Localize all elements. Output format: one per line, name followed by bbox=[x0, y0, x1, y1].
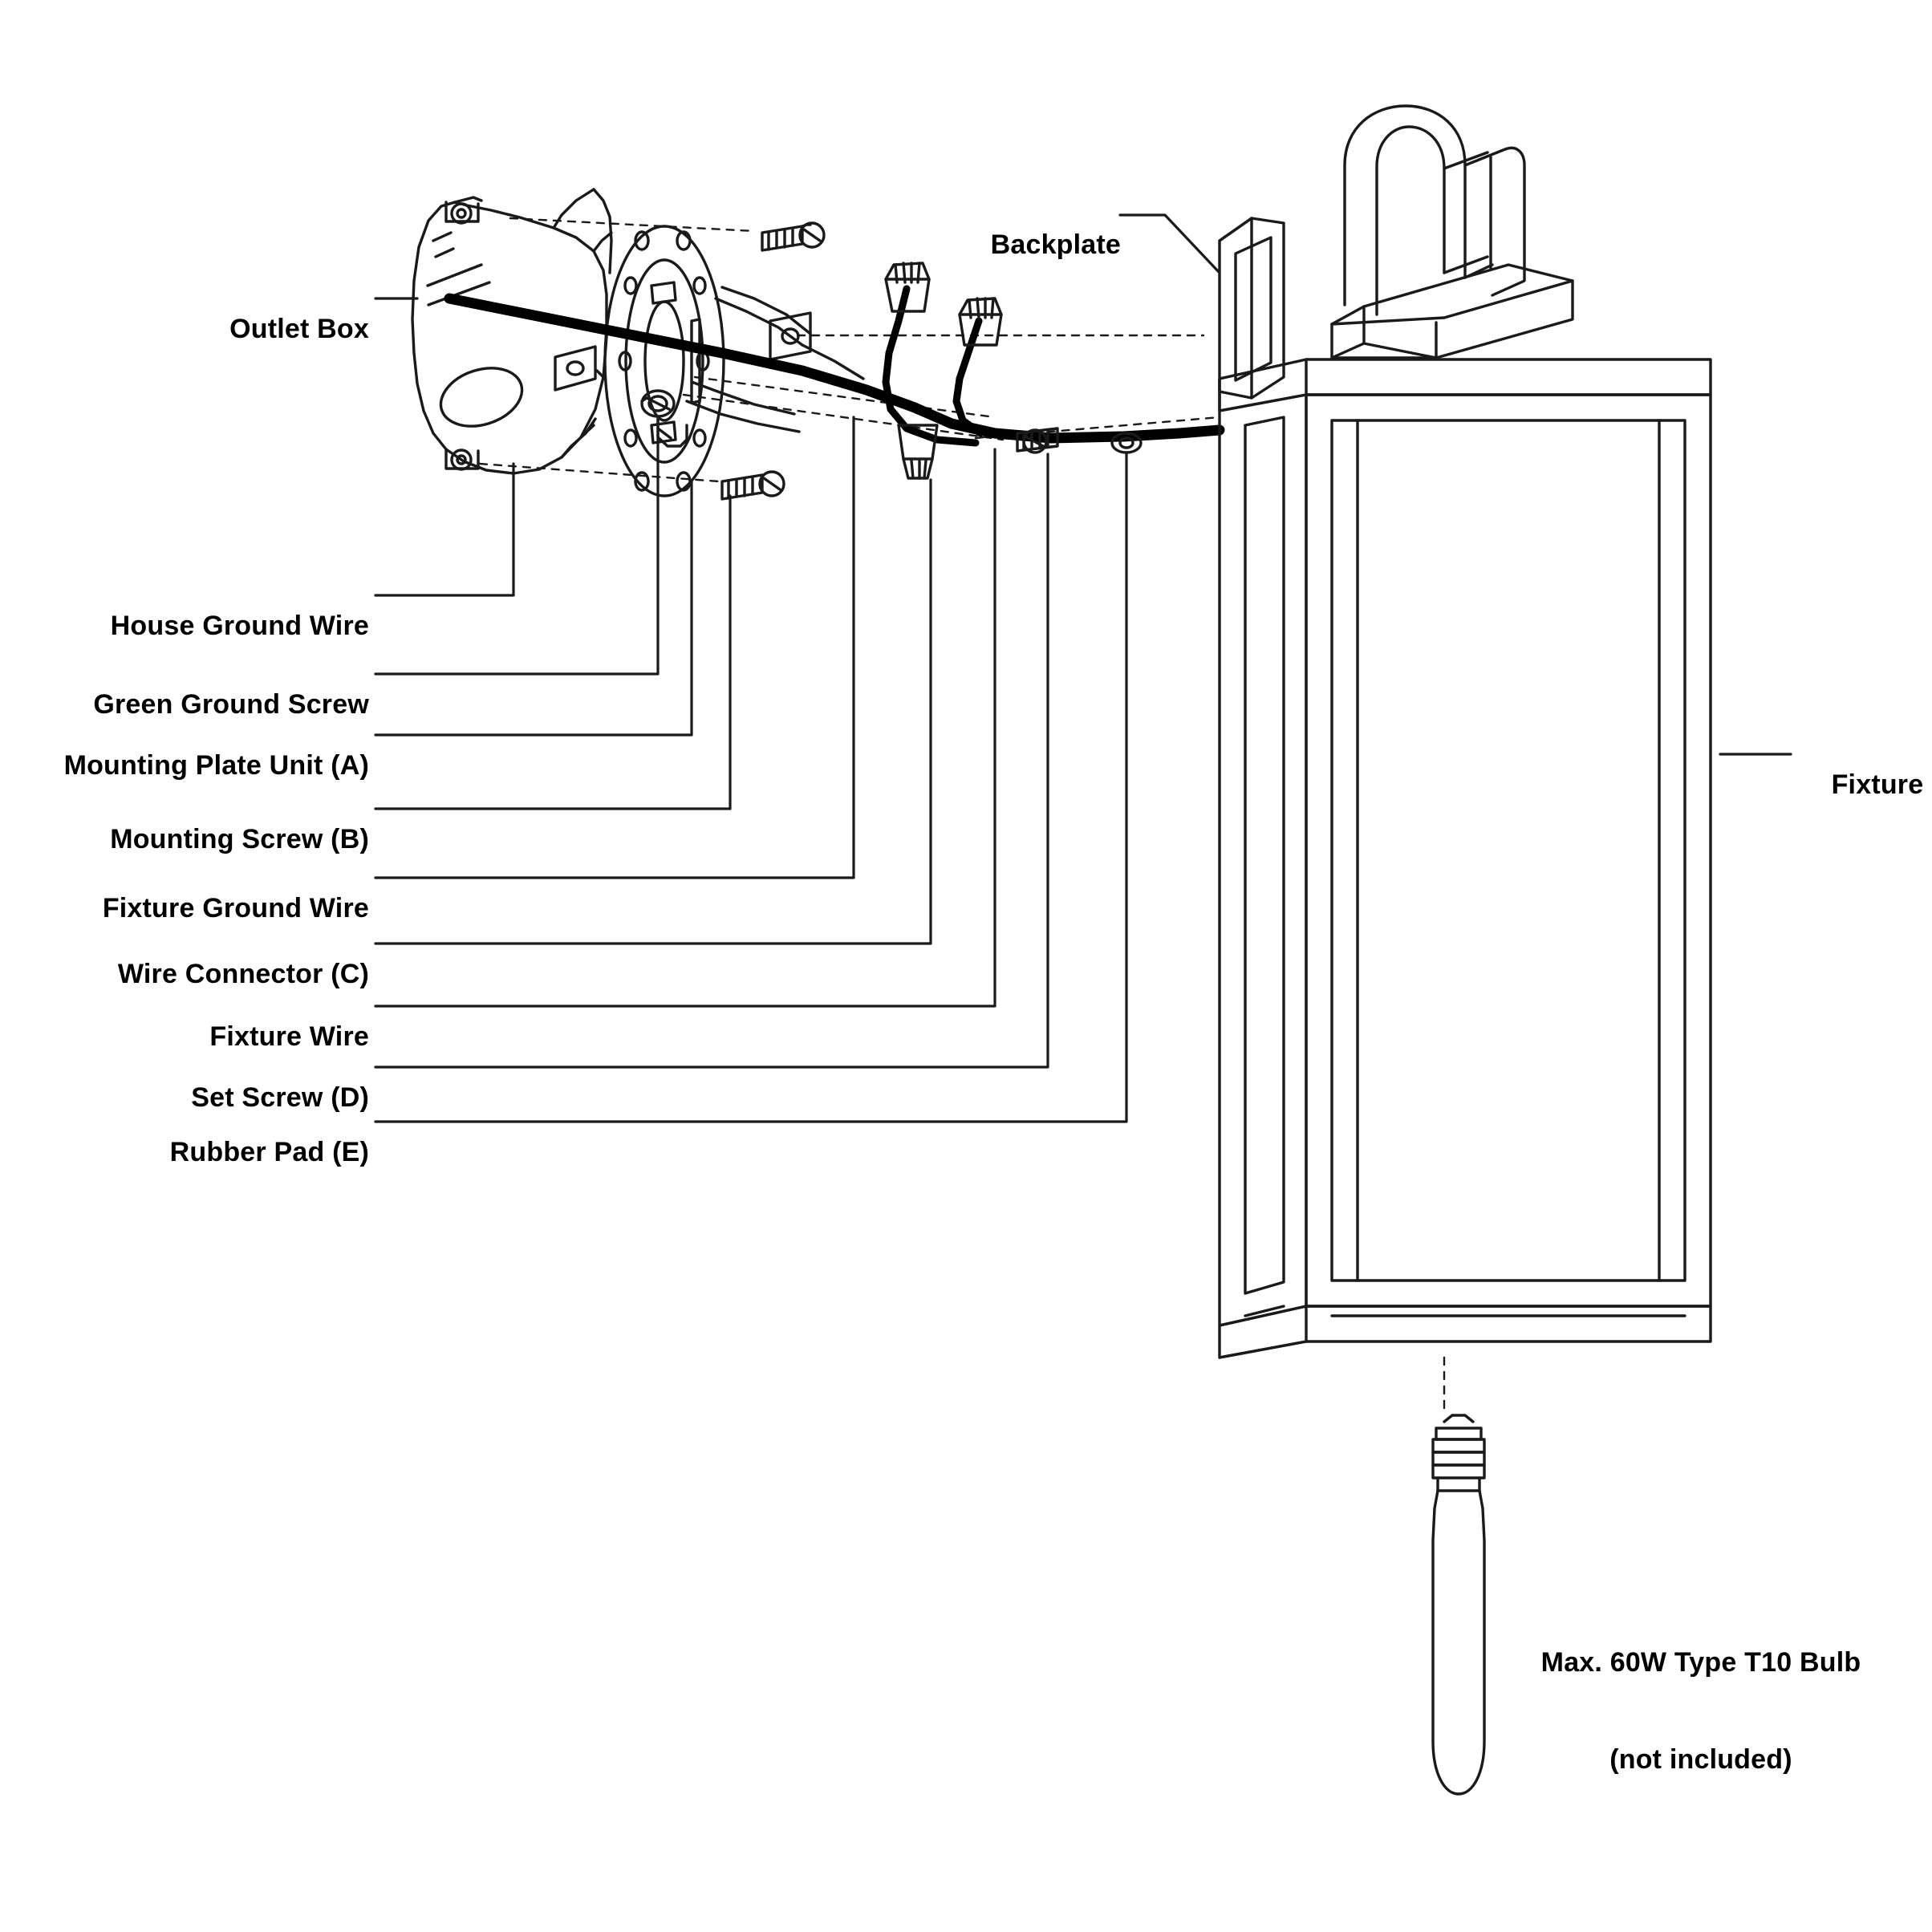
label-fixture-ground-wire-text: Fixture Ground Wire bbox=[102, 893, 369, 924]
label-wire-connector-text: Wire Connector (C) bbox=[117, 959, 369, 990]
label-green-ground-screw-text: Green Ground Screw bbox=[93, 689, 369, 720]
label-fixture bbox=[1800, 737, 1929, 833]
fixture-body-graphic bbox=[1220, 359, 1711, 1358]
label-backplate-text: Backplate bbox=[990, 229, 1122, 261]
fixture-arm-graphic bbox=[1332, 106, 1573, 358]
outlet-box-graphic bbox=[412, 189, 611, 473]
label-bulb-line2: (not included) bbox=[1609, 1743, 1792, 1775]
label-backplate bbox=[960, 197, 1168, 293]
bulb-graphic bbox=[1433, 1358, 1484, 1794]
label-bulb-line1: Max. 60W Type T10 Bulb bbox=[1540, 1647, 1861, 1678]
label-mounting-screw-text: Mounting Screw (B) bbox=[110, 824, 369, 855]
label-house-ground-wire-text: House Ground Wire bbox=[110, 611, 369, 642]
mounting-screw-lower-graphic bbox=[722, 472, 784, 499]
label-rubber-pad bbox=[64, 1104, 369, 1200]
label-set-screw-text: Set Screw (D) bbox=[191, 1082, 369, 1114]
label-mounting-plate-unit-text: Mounting Plate Unit (A) bbox=[63, 750, 369, 781]
label-fixture-wire-text: Fixture Wire bbox=[209, 1021, 369, 1053]
label-outlet-box-text: Outlet Box bbox=[229, 314, 369, 345]
label-bulb bbox=[1492, 1582, 1910, 1840]
label-fixture-text: Fixture bbox=[1831, 769, 1924, 801]
label-rubber-pad-text: Rubber Pad (E) bbox=[169, 1137, 369, 1168]
mounting-screw-upper-graphic bbox=[762, 223, 824, 250]
label-outlet-box bbox=[96, 281, 369, 377]
